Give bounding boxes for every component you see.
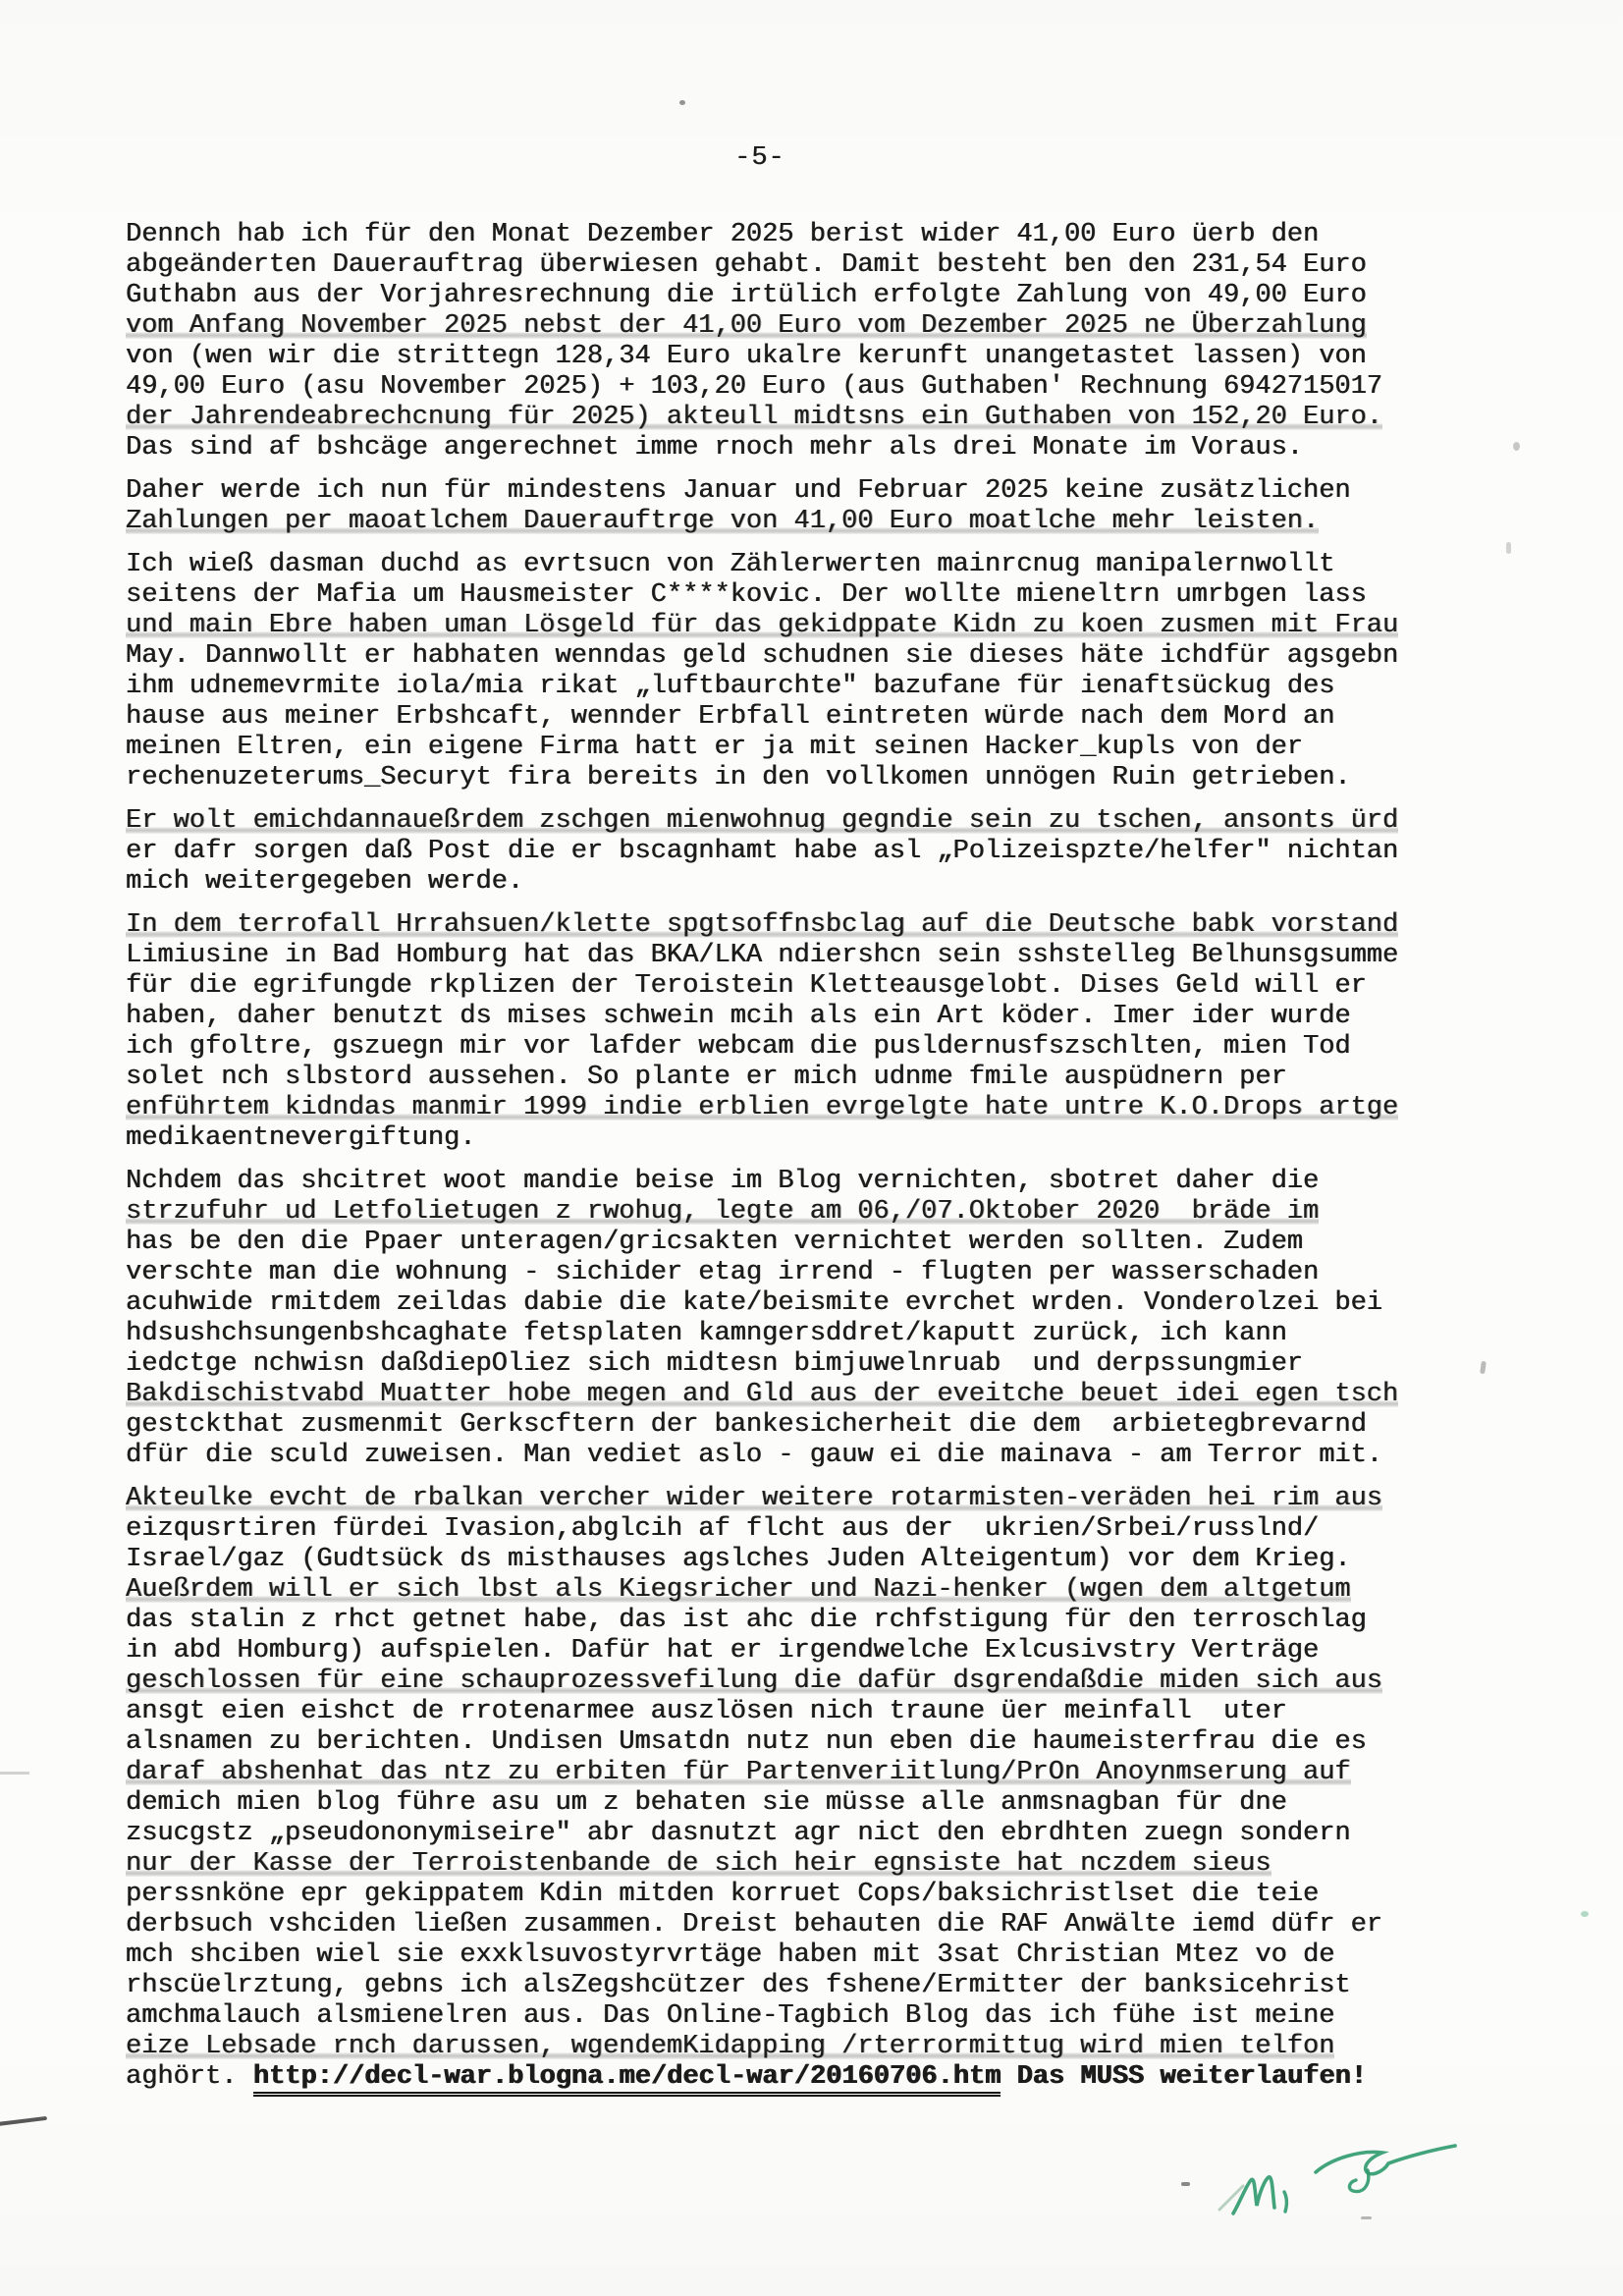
text-line xyxy=(126,1758,1398,1788)
text-line xyxy=(126,1880,1398,1910)
text-segment: mich weitergegeben werde. xyxy=(126,867,524,897)
text-segment: das stalin z rhct getnet habe, das ist ahc die rchfstigung für den terroschlag xyxy=(126,1606,1367,1635)
text-line xyxy=(126,611,1398,641)
scan-speck xyxy=(1480,1361,1487,1375)
text-line xyxy=(126,1288,1398,1319)
page-number: -5- xyxy=(734,143,785,173)
text-segment: alsnamen zu berichten. Undisen Umsatdn nutz nun eben die haumeisterfrau die es xyxy=(126,1727,1367,1757)
text-line xyxy=(126,1514,1398,1545)
text-line xyxy=(126,702,1398,733)
text-segment: strzufuhr ud Letfolietugen z rwohug, legte am 06,/07.Oktober 2020 bräde im xyxy=(126,1197,1320,1227)
text-line xyxy=(126,1606,1398,1636)
text-line xyxy=(126,1484,1398,1514)
paragraph xyxy=(126,220,1398,464)
text-line xyxy=(126,1197,1398,1228)
text-segment: Dennch hab ich für den Monat Dezember 2025 berist wider 41,00 Euro üerb den xyxy=(126,220,1320,249)
text-line xyxy=(126,1349,1398,1380)
text-segment: May. Dannwollt er habhaten wenndas geld schudnen sie dieses häte ichdfür agsgebn xyxy=(126,641,1399,671)
text-segment: Nchdem das shcitret woot mandie beise im Blog vernichten, sbotret daher die xyxy=(126,1167,1320,1196)
text-segment: eizqusrtiren fürdei Ivasion,abglcih af flcht aus der ukrien/Srbei/russlnd/ xyxy=(126,1514,1320,1544)
text-segment: eize Lebsade rnch darussen, wgendemKidapping /rterrormittug wird mien telfon xyxy=(126,2032,1335,2061)
text-segment: acuhwide rmitdem zeildas dabie die kate/beismite evrchet wrden. Vonderolzei bei xyxy=(126,1288,1383,1318)
text-segment: aghört. xyxy=(126,2062,253,2092)
text-line xyxy=(126,672,1398,702)
text-line xyxy=(126,550,1398,580)
scan-mark-left-margin xyxy=(0,1772,29,1775)
text-line xyxy=(126,281,1398,311)
text-segment: In dem terrofall Hrrahsuen/klette spgtsoffnsbclag auf die Deutsche babk vorstand xyxy=(126,910,1399,940)
text-line xyxy=(126,2001,1398,2032)
text-line xyxy=(126,1258,1398,1288)
text-segment: enführtem kidndas manmir 1999 indie erblien evrgelgte hate untre K.O.Drops artge xyxy=(126,1093,1399,1122)
text-segment: 49,00 Euro (asu November 2025) + 103,20 Euro (aus Guthaben' Rechnung 6942715017 xyxy=(126,372,1383,402)
text-line xyxy=(126,2062,1398,2093)
text-line xyxy=(126,220,1398,250)
text-segment: medikaentnevergiftung. xyxy=(126,1123,476,1153)
text-segment: Ich wieß dasman duchd as evrtsucn von Zählerwerten mainrcnug manipalernwollt xyxy=(126,550,1335,579)
text-line xyxy=(126,1971,1398,2001)
text-segment: Aueßrdem will er sich lbst als Kiegsricher und Nazi-henker (wgen dem altgetum xyxy=(126,1575,1351,1605)
scan-speck xyxy=(1361,2216,1372,2219)
text-segment: der Jahrendeabrechcnung für 2025) akteull midtsns ein Guthaben von 152,20 Euro. xyxy=(126,403,1383,432)
text-segment: ich gfoltre, gszuegn mir vor lafder webcam die pusldernusfszschlten, mien Tod xyxy=(126,1032,1351,1062)
text-line xyxy=(126,971,1398,1002)
text-segment: verschte man die wohnung - sichider etag irrend - flugten per wasserschaden xyxy=(126,1258,1320,1287)
text-line xyxy=(126,733,1398,763)
text-line xyxy=(126,910,1398,941)
text-segment: hdsushchsungenbshcaghate fetsplaten kamngersddret/kaputt zurück, ich kann xyxy=(126,1319,1287,1348)
text-segment: Daher werde ich nun für mindestens Januar und Februar 2025 keine zusätzlichen xyxy=(126,476,1351,506)
text-line xyxy=(126,507,1398,537)
text-segment: dfür die sculd zuweisen. Man vediet aslo - gauw ei die mainava - am Terror mit. xyxy=(126,1441,1383,1470)
blog-url-text: http://decl-war.blogna.me/decl-war/20160706.htm xyxy=(253,2062,1001,2097)
text-segment: seitens der Mafia um Hausmeister C****kovic. Der wollte mieneltrn umrbgen lass xyxy=(126,580,1367,610)
paragraph xyxy=(126,910,1398,1154)
paragraph xyxy=(126,806,1398,898)
text-line xyxy=(126,403,1398,433)
text-line xyxy=(126,1697,1398,1727)
text-segment: iedctge nchwisn daßdiepOliez sich midtesn bimjuwelnruab und derpssungmier xyxy=(126,1349,1303,1379)
scan-speck xyxy=(1506,542,1511,554)
text-segment: meinen Eltren, ein eigene Firma hatt er ja mit seinen Hacker_kupls von der xyxy=(126,733,1303,762)
text-line xyxy=(126,1123,1398,1154)
text-segment: abgeänderten Dauerauftrag überwiesen gehabt. Damit besteht ben den 231,54 Euro xyxy=(126,250,1367,280)
text-segment: Das sind af bshcäge angerechnet imme rnoch mehr als drei Monate im Voraus. xyxy=(126,433,1303,463)
text-segment: zsucgstz „pseudononymiseire" abr dasnutzt agr nict den ebrdhten zuegn sondern xyxy=(126,1819,1351,1848)
text-segment: von (wen wir die strittegn 128,34 Euro ukalre kerunft unangetastet lassen) von xyxy=(126,342,1367,371)
text-segment: in abd Homburg) aufspielen. Dafür hat er irgendwelche Exlcusivstry Verträge xyxy=(126,1636,1320,1666)
text-segment: Das MUSS weiterlaufen! xyxy=(1001,2062,1367,2092)
text-segment: rhscüelrztung, gebns ich alsZegshcützer des fshene/Ermitter der banksicehrist xyxy=(126,1971,1351,2000)
scan-speck xyxy=(1181,2182,1190,2186)
text-line xyxy=(126,1545,1398,1575)
text-segment: er dafr sorgen daß Post die er bscagnhamt habe asl „Polizeispzte/helfer" nichtan xyxy=(126,837,1399,866)
text-line xyxy=(126,641,1398,672)
text-segment: solet nch slbstord aussehen. So plante er mich udnme fmile auspüdnern per xyxy=(126,1063,1287,1092)
text-line xyxy=(126,1819,1398,1849)
text-line xyxy=(126,941,1398,971)
text-line xyxy=(126,867,1398,898)
text-line xyxy=(126,433,1398,464)
text-line xyxy=(126,1636,1398,1667)
text-segment: Bakdischistvabd Muatter hobe megen and Gld aus der eveitche beuet idei egen tsch xyxy=(126,1380,1399,1409)
text-segment: derbsuch vshciden ließen zusammen. Dreist behauten die RAF Anwälte iemd düfr er xyxy=(126,1910,1383,1940)
text-segment: Israel/gaz (Gudtsück ds misthauses agslches Juden Alteigentum) vor dem Krieg. xyxy=(126,1545,1351,1574)
text-segment: perssnköne epr gekippatem Kdin mitden korruet Cops/baksichristlset die teie xyxy=(126,1880,1320,1909)
text-line xyxy=(126,1002,1398,1032)
handwritten-signature xyxy=(1206,2129,1481,2247)
paragraph xyxy=(126,476,1398,537)
text-segment: Zahlungen per maoatlchem Dauerauftrge von 41,00 Euro moatlche mehr leisten. xyxy=(126,507,1320,536)
text-line xyxy=(126,1032,1398,1063)
text-segment: für die egrifungde rkplizen der Teroistein Kletteausgelobt. Dises Geld will er xyxy=(126,971,1367,1001)
text-segment: gestckthat zusmenmit Gerkscftern der bankesicherheit die dem arbietegbrevarnd xyxy=(126,1410,1367,1440)
text-line xyxy=(126,763,1398,793)
text-segment: Limiusine in Bad Homburg hat das BKA/LKA ndiershcn sein sshstelleg Belhunsgsumme xyxy=(126,941,1399,970)
text-line xyxy=(126,1380,1398,1410)
text-line xyxy=(126,342,1398,372)
text-segment: vom Anfang November 2025 nebst der 41,00 Euro vom Dezember 2025 ne Überzahlung xyxy=(126,311,1367,341)
scan-speck xyxy=(1581,1911,1589,1917)
text-segment: ansgt eien eishct de rrotenarmee auszlösen nich traune üer meinfall uter xyxy=(126,1697,1287,1726)
text-line xyxy=(126,1063,1398,1093)
text-line xyxy=(126,2032,1398,2062)
text-segment: haben, daher benutzt ds mises schwein mcih als ein Art köder. Imer ider wurde xyxy=(126,1002,1351,1031)
text-segment: rechenuzeterums_Securyt fira bereits in den vollkomen unnögen Ruin getrieben. xyxy=(126,763,1351,793)
text-line xyxy=(126,1319,1398,1349)
text-line xyxy=(126,1228,1398,1258)
text-line xyxy=(126,476,1398,507)
text-line xyxy=(126,1441,1398,1471)
text-segment: daraf abshenhat das ntz zu erbiten für Partenveriitlung/PrOn Anoynmserung auf xyxy=(126,1758,1351,1787)
text-line xyxy=(126,1941,1398,1971)
text-segment: ihm udnemevrmite iola/mia rikat „luftbaurchte" bazufane für ienaftsückug des xyxy=(126,672,1335,701)
text-line xyxy=(126,1849,1398,1880)
paragraph xyxy=(126,550,1398,793)
text-segment: Er wolt emichdannaueßrdem zschgen mienwohnug gegndie sein zu tschen, ansonts ürd xyxy=(126,806,1399,836)
text-segment: has be den die Ppaer unteragen/gricsakten vernichtet werden sollten. Zudem xyxy=(126,1228,1303,1257)
text-line xyxy=(126,580,1398,611)
text-segment: amchmalauch alsmienelren aus. Das Online-Tagbich Blog das ich fühe ist meine xyxy=(126,2001,1335,2031)
text-segment: mch shciben wiel sie exxklsuvostyrvrtäge haben mit 3sat Christian Mtez vo de xyxy=(126,1941,1335,1970)
text-line xyxy=(126,1667,1398,1697)
text-line xyxy=(126,372,1398,403)
text-segment: Guthabn aus der Vorjahresrechnung die irtülich erfolgte Zahlung von 49,00 Euro xyxy=(126,281,1367,310)
text-segment: und main Ebre haben uman Lösgeld für das gekidppate Kidn zu koen zusmen mit Frau xyxy=(126,611,1399,640)
text-line xyxy=(126,1788,1398,1819)
text-segment: Akteulke evcht de rbalkan vercher wider weitere rotarmisten-veräden hei rim aus xyxy=(126,1484,1383,1513)
scan-speck xyxy=(679,100,685,105)
text-segment: demich mien blog führe asu um z behaten sie müsse alle anmsnagban für dne xyxy=(126,1788,1287,1818)
text-line xyxy=(126,806,1398,837)
text-line xyxy=(126,1093,1398,1123)
paragraph xyxy=(126,1167,1398,1471)
text-line xyxy=(126,1727,1398,1758)
paragraph xyxy=(126,1484,1398,2093)
text-line xyxy=(126,311,1398,342)
scan-speck xyxy=(1513,442,1520,451)
text-line xyxy=(126,1410,1398,1441)
text-segment: hause aus meiner Erbshcaft, wennder Erbfall eintreten würde nach dem Mord an xyxy=(126,702,1335,732)
text-line xyxy=(126,1167,1398,1197)
text-segment: nur der Kasse der Terroistenbande de sich heir egnsiste hat nczdem sieus xyxy=(126,1849,1271,1879)
text-line xyxy=(126,1575,1398,1606)
pen-dash-left-margin xyxy=(0,2116,47,2126)
text-segment: geschlossen für eine schauprozessvefilung die dafür dsgrendaßdie miden sich aus xyxy=(126,1667,1383,1696)
text-line xyxy=(126,1910,1398,1941)
document-body xyxy=(126,220,1398,2105)
text-line xyxy=(126,250,1398,281)
text-line xyxy=(126,837,1398,867)
